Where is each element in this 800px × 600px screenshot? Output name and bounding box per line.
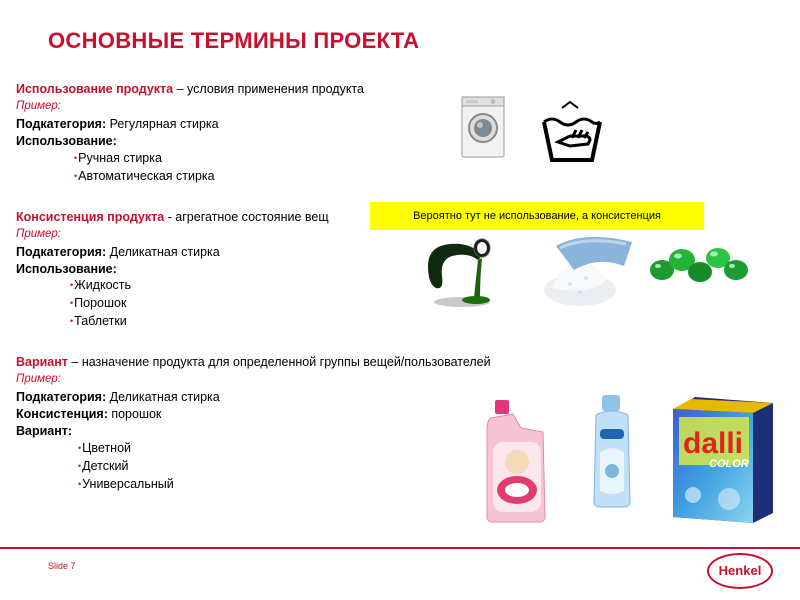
- variant-label: Вариант:: [16, 424, 73, 438]
- usage-label: Использование:: [16, 134, 117, 148]
- list-item: • Жидкость: [70, 278, 131, 293]
- pink-detergent-bottle-image: [483, 398, 549, 524]
- subcategory-row: [16, 245, 220, 260]
- section-usage-heading: [16, 82, 364, 97]
- subcategory-label: Подкатегория:: [16, 245, 107, 259]
- blue-detergent-bottle-image: [590, 393, 634, 509]
- term-consistency-definition: - агрегатное состояние вещ: [164, 210, 329, 224]
- consistency-value: порошок: [107, 407, 162, 421]
- term-usage-definition: – условия применения продукта: [173, 82, 364, 96]
- example-label: Пример:: [16, 373, 61, 385]
- list-item: • Цветной: [78, 441, 131, 456]
- footer-divider: [0, 547, 800, 549]
- list-item: • Порошок: [70, 296, 126, 311]
- subcategory-label: Подкатегория:: [16, 390, 107, 404]
- liquid-detergent-image: [420, 232, 496, 308]
- subcategory-label: Подкатегория:: [16, 117, 107, 131]
- page-title: ОСНОВНЫЕ ТЕРМИНЫ ПРОЕКТА: [48, 28, 420, 53]
- term-consistency: Консистенция продукта: [16, 210, 165, 224]
- dalli-color-box-image: [669, 395, 777, 525]
- washing-machine-image: [461, 96, 505, 158]
- slide-number: Slide 7: [48, 561, 76, 571]
- subcategory-row: [16, 390, 220, 405]
- term-variant: Вариант: [16, 355, 68, 369]
- comment-note: Вероятно тут не использование, а консистенция: [370, 202, 704, 230]
- powder-detergent-image: [540, 230, 634, 310]
- term-usage: Использование продукта: [16, 82, 174, 96]
- subcategory-value: Деликатная стирка: [106, 245, 220, 259]
- list-item: • Таблетки: [70, 314, 127, 329]
- consistency-row: [16, 407, 161, 422]
- subcategory-value: Деликатная стирка: [106, 390, 220, 404]
- list-item: • Автоматическая стирка: [74, 169, 215, 184]
- detergent-tablets-image: [648, 242, 752, 286]
- subcategory-row: [16, 117, 219, 132]
- list-item: • Детский: [78, 459, 128, 474]
- term-variant-definition: – назначение продукта для определенной группы вещей/пользователей: [67, 355, 491, 369]
- example-label: Пример:: [16, 228, 61, 240]
- subcategory-value: Регулярная стирка: [106, 117, 219, 131]
- box-brand-text: dalli: [683, 427, 744, 460]
- section-variant-heading: [16, 355, 491, 370]
- usage-label: Использование:: [16, 262, 117, 276]
- consistency-label: Консистенция:: [16, 407, 108, 421]
- list-item: • Ручная стирка: [74, 151, 162, 166]
- box-sub-text: COLOR: [709, 458, 749, 470]
- example-label: Пример:: [16, 100, 61, 112]
- list-item: • Универсальный: [78, 477, 174, 492]
- henkel-logo: Henkel: [707, 553, 773, 589]
- section-consistency-heading: [16, 210, 329, 225]
- hand-wash-icon: [540, 100, 604, 166]
